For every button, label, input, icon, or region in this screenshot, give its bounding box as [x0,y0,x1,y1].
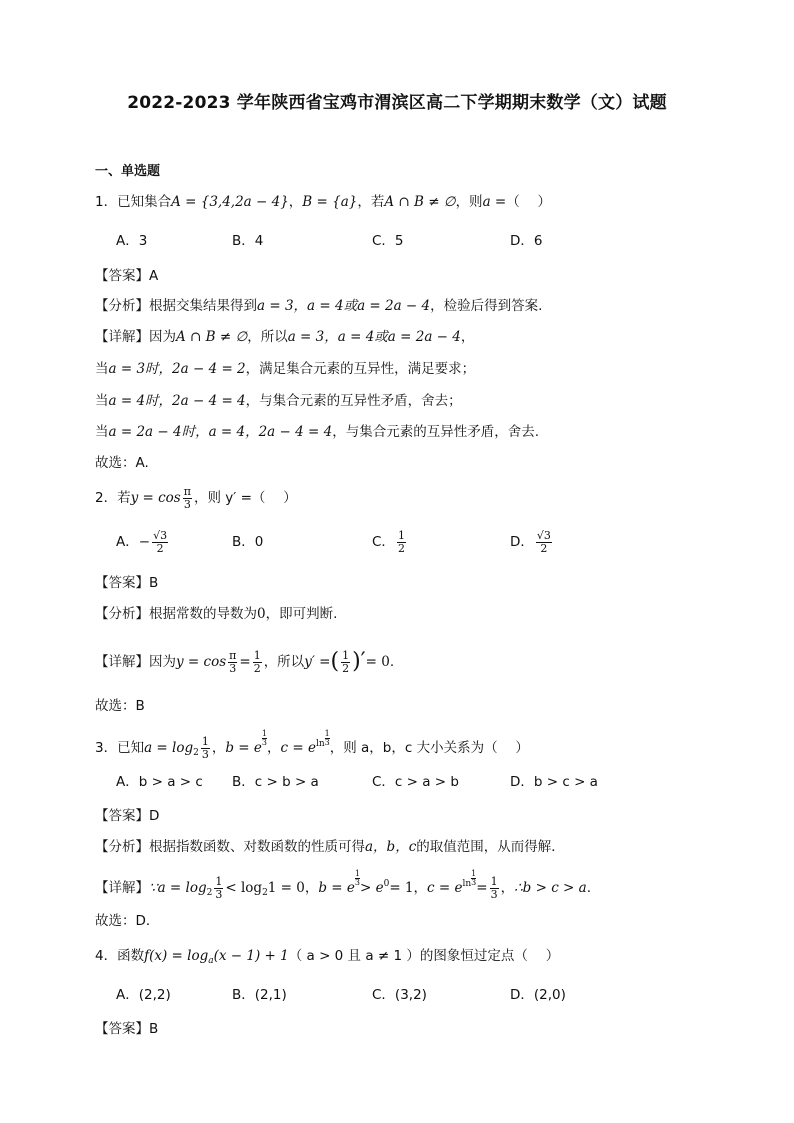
q1-option-d: D．6 [510,233,543,249]
q1-analysis [95,297,542,315]
q3-detail-c: c = e [427,880,463,896]
q3-detail-c-frac [490,876,499,901]
q2-answer-value: B [149,575,159,591]
q2-answer [95,574,158,592]
q2-analysis-zero: 0 [257,606,266,622]
q2-fraction [183,486,192,511]
q1-comma: ， [288,194,303,210]
q2-frac-num: π [183,484,191,498]
q1-case3-post: ，与集合元素的互异性矛盾，舍去. [332,424,539,440]
q1-case-3 [95,423,539,441]
q2-option-b: B．0 [232,534,264,550]
q4-answer [95,1020,158,1038]
q1-ask-pre: ，则 [455,194,483,210]
q1-detail [95,328,474,346]
q1-cond-pre: ，若 [357,194,385,210]
q3-detail-b: b = e [318,880,355,896]
q3-b-def: b = e [225,740,262,756]
q2-analysis-post: ，即可判断. [265,606,338,622]
q2-opt-a-sign: − [138,534,151,550]
q3-a-def: a = log [144,740,194,756]
q3-c-def: c = e [280,740,316,756]
q4-option-a: A．(2,2) [116,987,171,1003]
q1-case2-post: ，与集合元素的互异性矛盾，舍去； [245,393,462,409]
answer-label: 【答案】 [95,268,149,284]
q3-detail-c-exp-den: 3 [471,878,477,887]
q1-case-1 [95,360,475,378]
q3-detail-b2: > e [360,880,384,896]
q2-detail-y: y = cos [176,654,227,670]
detail-label: 【详解】 [95,880,149,896]
q3-ask: ，则 a，b，c 大小关系为（ ） [329,740,529,756]
q1-detail-mid: ，所以 [247,329,288,345]
q3-answer [95,807,159,825]
q1-option-c: C．5 [372,233,404,249]
q3-a-frac [201,736,210,761]
q2-detail-yp: y′ = [304,654,331,670]
q2-detail-half-den: 2 [253,661,261,675]
q3-stem: 3．已知$a = \log_2$ $\frac{1}{3}$ ，b = e $\frac{1}{3}$ ，$c = e^{ln}$ $\frac{1}{3}$ ，则 a，b，c 大小关系为（ ） [95,729,529,761]
q2-stem [95,484,297,512]
q1-stem [95,193,551,211]
q2-detail-half2-num: 1 [342,648,350,662]
q2-opt-d-num: √3 [536,528,551,542]
q2-detail [95,646,394,678]
answer-label: 【答案】 [95,808,149,824]
q1-option-b: B．4 [232,233,264,249]
q3-detail-b2-exp: 0 [383,879,390,889]
q2-expr: y = cos [130,490,181,506]
q4-base: a [208,956,214,966]
q2-detail-half-num: 1 [253,648,261,662]
q1-detail-end: ， [460,329,475,345]
q2-choice: 故选：B [95,698,145,714]
q3-detail-frac-num: 1 [215,874,223,888]
q3-prefix: 3．已知 [95,740,145,756]
q1-set-b: B = {a} [302,194,358,210]
q2-opt-d-frac [536,530,552,555]
q2-detail-frac [228,650,237,675]
q2-option-d [510,526,554,558]
q1-case1-post: ，满足集合元素的互异性，满足要求； [245,361,476,377]
q3-detail-frac-den: 3 [215,887,223,901]
q3-c-exp-den: 3 [324,738,330,747]
q2-opt-d-den: 2 [540,541,548,555]
answer-label: 【答案】 [95,575,149,591]
section-heading: 一、单选题 [95,164,161,179]
q3-detail-c-exp-pre: ln [462,879,472,889]
q3-detail-b-exp-num: 1 [354,869,360,878]
q4-fx2: (x − 1) + 1 [213,948,289,964]
q4-option-d: D．(2,0) [510,987,566,1003]
q2-opt-a-num: √3 [153,528,168,542]
q2-opt-a-den: 2 [156,541,164,555]
q2-detail-half-2 [341,650,350,675]
q1-ask: a = [482,194,507,210]
q3-analysis-pre: 根据指数函数、对数函数的性质可得 [149,839,365,855]
q2-ask: ，则 y′ =（ ） [193,490,297,506]
q1-paren: （ ） [506,194,552,210]
q3-option-d: D．b > c > a [510,774,598,790]
analysis-label: 【分析】 [95,606,149,622]
q3-b-exp-num: 1 [261,729,267,738]
q1-case2-pre: 当 [95,393,109,409]
q1-case1-pre: 当 [95,361,109,377]
q3-option-b: B．c > b > a [232,774,319,790]
q4-cond: （ a > 0 且 a ≠ 1 ） [288,948,420,964]
q1-case-2 [95,392,462,410]
q2-detail-frac-den: 3 [229,661,237,675]
analysis-label: 【分析】 [95,839,149,855]
q1-detail-math1: A ∩ B ≠ ∅ [176,329,248,345]
q2-detail-frac-num: π [229,648,237,662]
q4-fx: f(x) = log [144,948,209,964]
q1-set-a: A = {3,4,2a − 4} [171,194,289,210]
q3-detail-c-frac-den: 3 [490,887,498,901]
q2-option-a [116,526,170,558]
q3-detail-base1: 2 [206,888,213,898]
q3-option-a: A．b > a > c [116,774,203,790]
q2-opt-d-label: D． [510,534,534,550]
q4-option-c: C．(3,2) [372,987,427,1003]
q1-detail-pre: 因为 [149,329,176,345]
q2-opt-c-den: 2 [397,541,405,555]
page-title: 2022-2023 学年陕西省宝鸡市渭滨区高二下学期期末数学（文）试题 [127,93,667,113]
q3-a-num: 1 [201,734,209,748]
q2-detail-mid: ，所以 [263,654,305,670]
q1-analysis-math: a = 3，a = 4或a = 2a − 4 [257,298,431,314]
q3-choice: 故选：D． [95,913,160,929]
q2-detail-pre: 因为 [149,654,176,670]
q2-opt-c-num: 1 [397,528,405,542]
q2-opt-c-label: C． [372,534,395,550]
q3-detail-b3: = 1 [389,880,414,896]
q3-c-exp-pre: ln [315,739,325,749]
answer-label: 【答案】 [95,1021,149,1037]
q3-b-exp [262,730,267,747]
q2-opt-a-frac [152,530,168,555]
q3-b-exp-den: 3 [261,738,267,747]
q1-cond: A ∩ B ≠ ∅ [384,194,456,210]
q3-detail-concl: ∴b > c > a [514,880,587,896]
analysis-label: 【分析】 [95,298,149,314]
paren-right: )′ [352,649,366,674]
q1-answer-value: A [149,268,159,284]
q2-option-c [372,526,408,558]
q3-analysis [95,838,565,856]
q3-detail-frac [214,876,223,901]
q2-detail-end: = 0 [365,654,390,670]
q1-case3-pre: 当 [95,424,109,440]
q1-answer [95,267,158,285]
q1-prefix: 1．已知集合 [95,194,172,210]
q1-option-a: A．3 [116,233,148,249]
q3-option-c: C．c > a > b [372,774,459,790]
q2-detail-half [253,650,262,675]
q3-detail-c-exp-num: 1 [471,869,477,878]
q3-c-exp-num: 1 [324,729,330,738]
q3-answer-value: D [149,808,160,824]
q3-detail-lt: < log [225,880,263,896]
q4-stem [95,947,559,970]
q1-case1-math: a = 3时，2a − 4 = 2 [108,361,246,377]
q3-detail-zero: 1 = 0 [267,880,305,896]
q4-option-b: B．(2,1) [232,987,287,1003]
q1-case2-math: a = 4时，2a − 4 = 4 [108,393,246,409]
q2-frac-den: 3 [183,497,191,511]
q2-detail-half2-den: 2 [342,661,350,675]
q1-choice: 故选：A. [95,455,149,471]
q2-detail-eq: = [239,654,251,670]
paren-left: ( [330,649,340,674]
q3-detail-c-frac-num: 1 [490,874,498,888]
q3-a-den: 3 [201,747,209,761]
q2-analysis [95,605,337,623]
q2-detail-dot: . [389,654,395,670]
q1-case3-math: a = 2a − 4时，a = 4，2a − 4 = 4 [108,424,333,440]
q2-opt-a-label: A． [116,534,139,550]
q1-analysis-post: ，检验后得到答案. [430,298,543,314]
detail-label: 【详解】 [95,329,149,345]
q3-detail-b-exp-den: 3 [354,878,360,887]
q2-prefix: 2．若 [95,490,131,506]
detail-label: 【详解】 [95,654,149,670]
q3-detail: 【详解】∵a = $\log_2$ $\frac{1}{3}$ < $\log_21 = 0$，b = e $\frac{1}{3}$ > $e^0= 1$，$c = e^{ln}$ $\frac{1}{3}$ = $\frac{1}{3}$ ，∴b > c > a. [95,869,592,901]
q1-detail-math2: a = 3，a = 4或a = 2a − 4 [287,329,461,345]
q1-analysis-pre: 根据交集结果得到 [149,298,257,314]
q3-detail-a: ∵a = log [149,880,207,896]
q3-analysis-post: 的取值范围，从而得解． [416,839,565,855]
q2-analysis-pre: 根据常数的导数为 [149,606,257,622]
q2-opt-c-frac [397,530,406,555]
q3-detail-base2: 2 [262,888,268,898]
q4-ask: 的图象恒过定点（ ） [419,948,560,964]
q3-detail-c2: = [476,880,488,896]
q3-a-base: 2 [193,748,199,758]
q4-answer-value: B [149,1021,159,1037]
q4-prefix: 4．函数 [95,948,145,964]
q3-analysis-math: a，b，c [365,839,417,855]
